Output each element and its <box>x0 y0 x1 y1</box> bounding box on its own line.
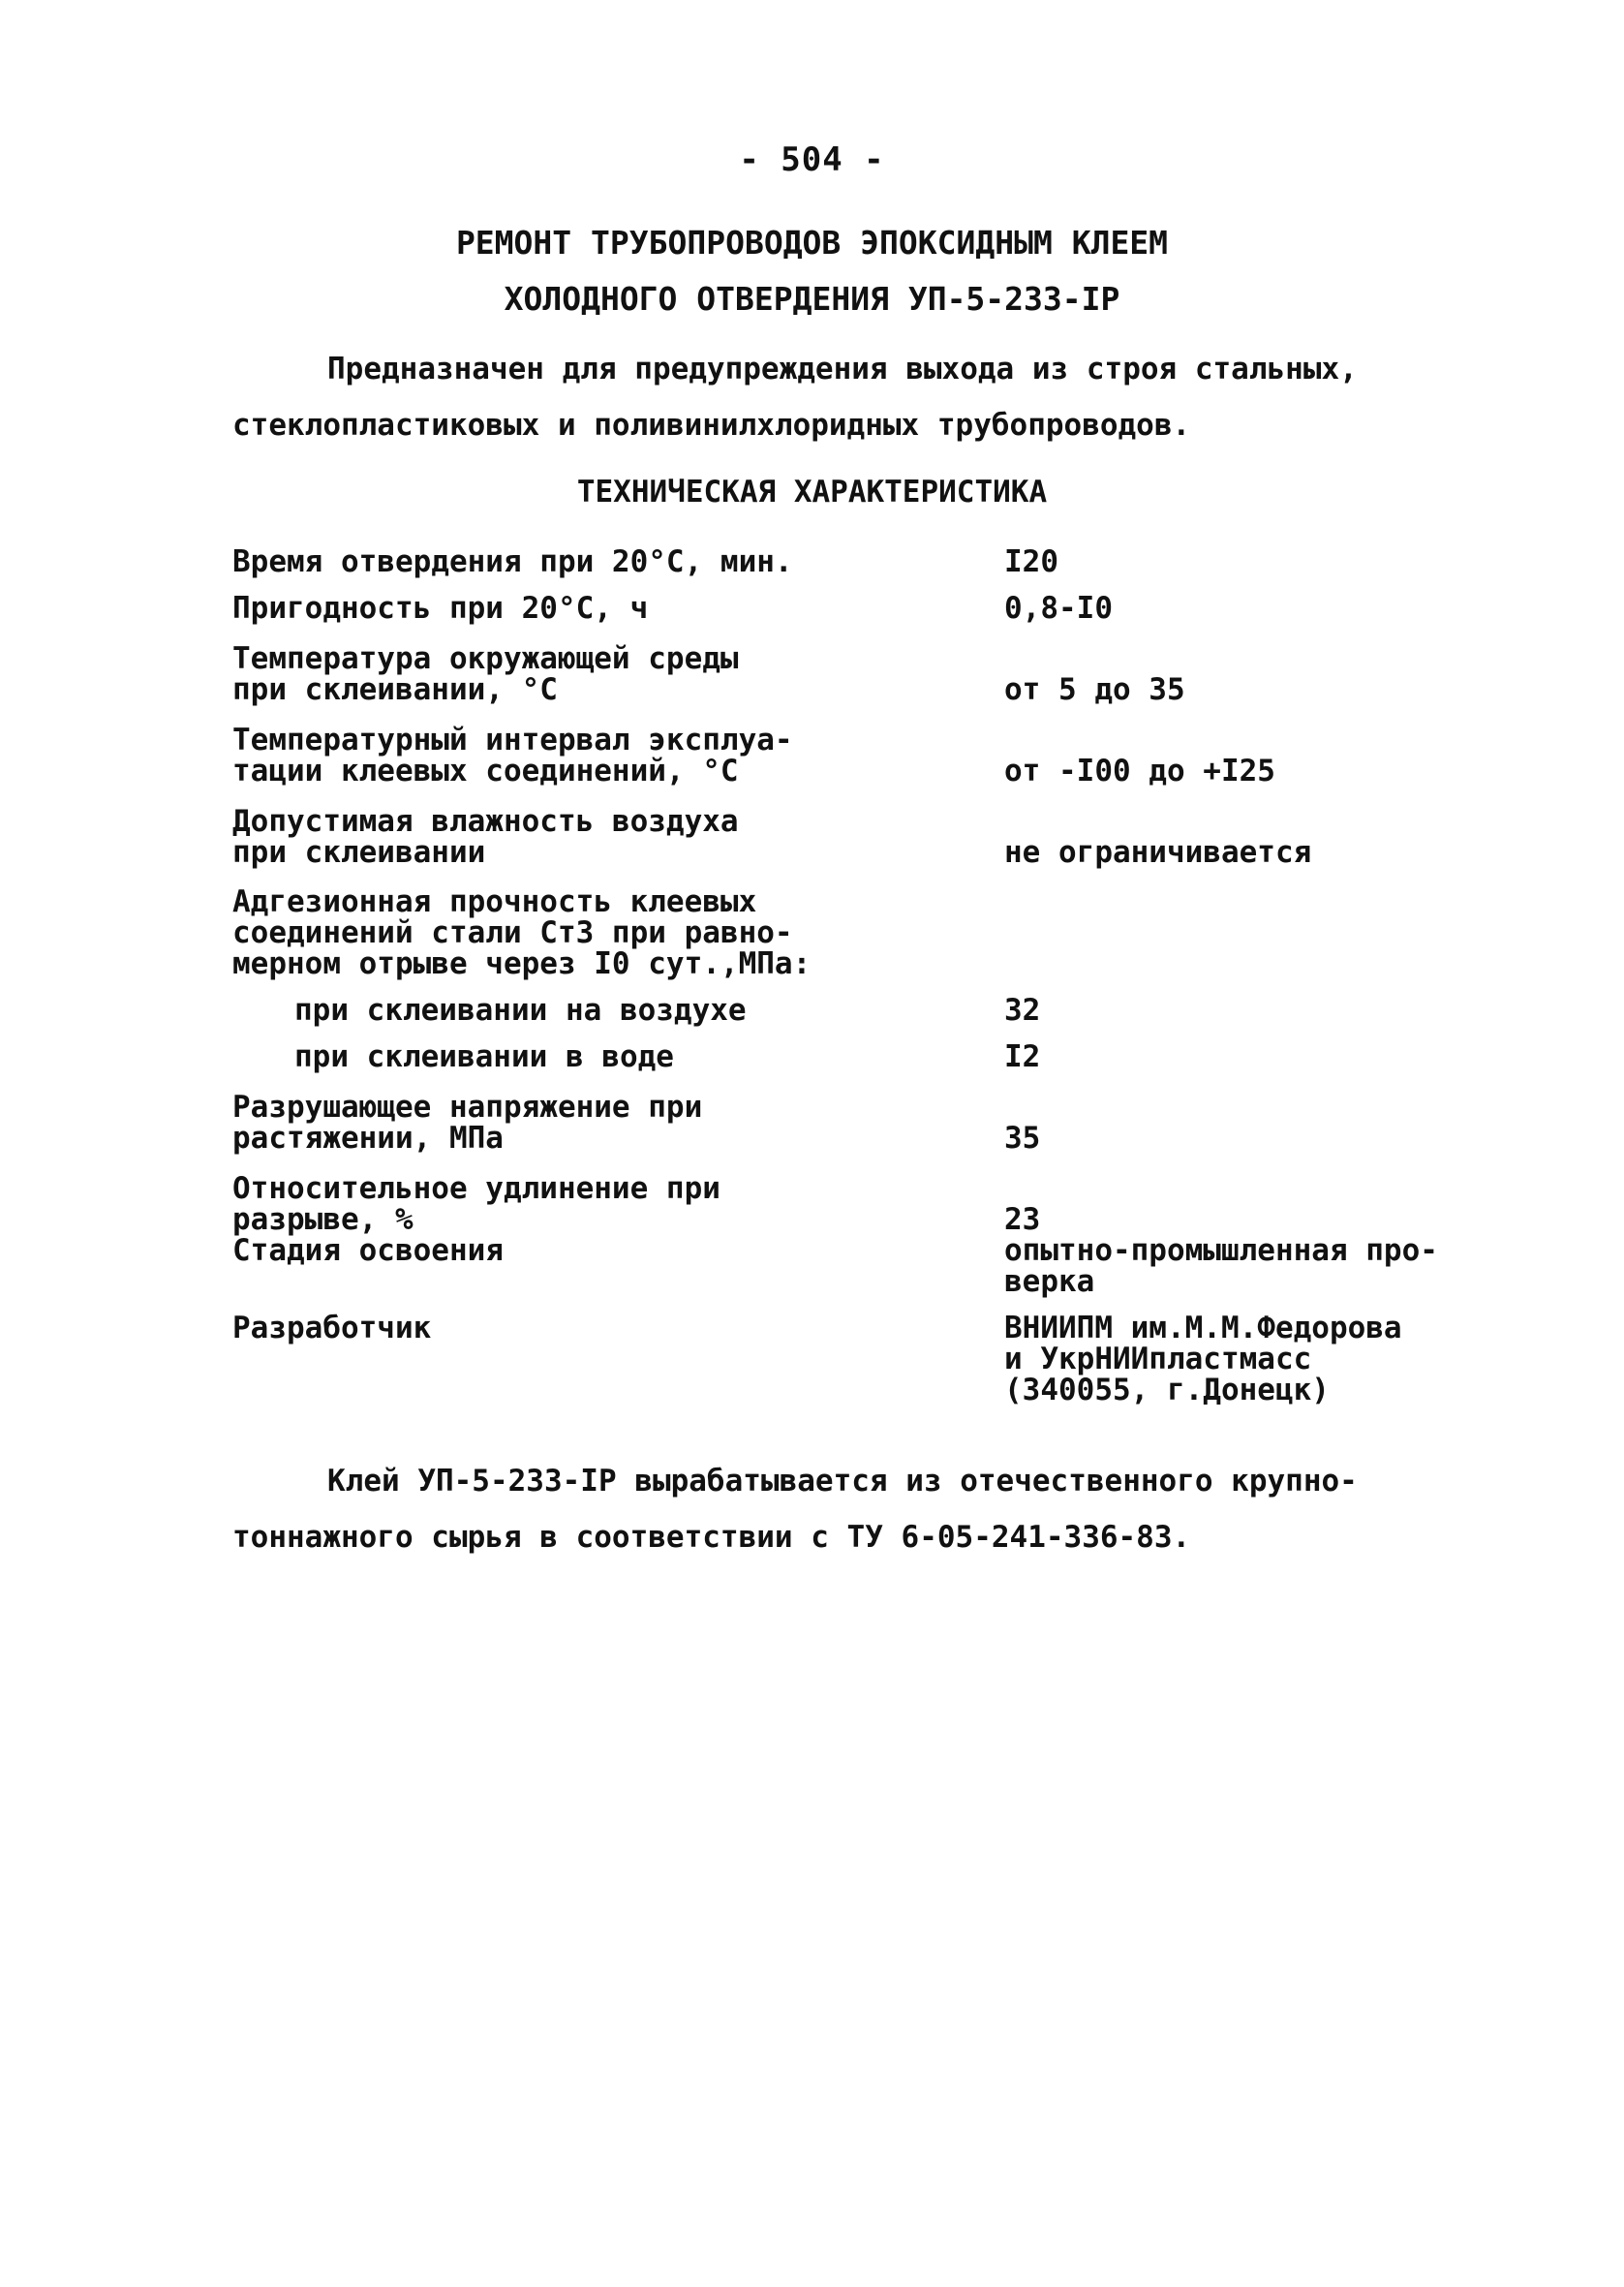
spec-value: 32 <box>1004 993 1041 1028</box>
footer-line-1: Клей УП-5-233-IP вырабатывается из отечественного крупно- <box>327 1464 1358 1499</box>
footer-paragraph <box>232 1453 1433 1565</box>
spec-row <box>232 1026 1491 1072</box>
spec-param: Адгезионная прочность клеевых соединений стали Ст3 при равно- мерном отрыве через I0 сут.,МПа: <box>232 884 812 981</box>
spec-param: Время отвердения при 20°С, мин. <box>232 544 793 579</box>
spec-param: Допустимая влажность воздуха при склеивании <box>232 804 739 870</box>
spec-param: Разрушающее напряжение при растяжении, МПа <box>232 1090 703 1156</box>
spec-param: при склеивании на воздухе <box>294 993 747 1028</box>
spec-row <box>232 624 1491 705</box>
spec-param: Относительное удлинение при разрыве, % <box>232 1171 720 1237</box>
footer-line-2: тоннажного сырья в соответствии с ТУ 6-05-241-336-83. <box>232 1520 1191 1555</box>
spec-value: 23 <box>1004 1202 1041 1237</box>
section-heading: ТЕХНИЧЕСКАЯ ХАРАКТЕРИСТИКА <box>576 475 1048 510</box>
spec-row <box>232 787 1491 868</box>
spec-param: Стадия освоения <box>232 1233 504 1268</box>
document-title <box>0 215 1624 327</box>
spec-param: при склеивании в воде <box>294 1039 674 1074</box>
spec-param: Температурный интервал эксплуа- тации клеевых соединений, °С <box>232 723 793 788</box>
spec-row <box>232 1154 1491 1235</box>
specs-table <box>232 531 1491 1419</box>
title-line-1: РЕМОНТ ТРУБОПРОВОДОВ ЭПОКСИДНЫМ КЛЕЕМ <box>455 224 1169 262</box>
spec-row <box>232 979 1491 1026</box>
spec-value: I2 <box>1004 1039 1041 1074</box>
spec-value: опытно-промышленная про- верка <box>1004 1233 1438 1299</box>
spec-row <box>232 1313 1491 1419</box>
spec-value: 35 <box>1004 1121 1041 1156</box>
spec-param: Пригодность при 20°С, ч <box>232 591 649 626</box>
spec-row <box>232 1072 1491 1154</box>
spec-row <box>232 1235 1491 1313</box>
intro-paragraph <box>232 341 1433 453</box>
spec-param: Температура окружающей среды при склеивании, °С <box>232 641 739 707</box>
title-line-2: ХОЛОДНОГО ОТВЕРДЕНИЯ УП-5-233-IP <box>504 280 1120 318</box>
spec-row <box>232 577 1491 624</box>
page-number: - 504 - <box>739 140 885 179</box>
intro-line-1: Предназначен для предупреждения выхода из строя стальных, <box>327 352 1358 386</box>
spec-value: не ограничивается <box>1004 835 1312 870</box>
spec-row <box>232 705 1491 787</box>
intro-line-2: стеклопластиковых и поливинилхлоридных трубопроводов. <box>232 408 1191 443</box>
spec-row <box>232 868 1491 979</box>
spec-value: I20 <box>1004 544 1058 579</box>
spec-param: Разработчик <box>232 1311 432 1345</box>
spec-value: ВНИИПМ им.М.М.Федорова и УкрНИИпластмасс (340055, г.Донецк) <box>1004 1311 1402 1407</box>
spec-value: от -I00 до +I25 <box>1004 754 1275 788</box>
spec-value: 0,8-I0 <box>1004 591 1113 626</box>
spec-row <box>232 531 1491 577</box>
spec-value: от 5 до 35 <box>1004 672 1185 707</box>
